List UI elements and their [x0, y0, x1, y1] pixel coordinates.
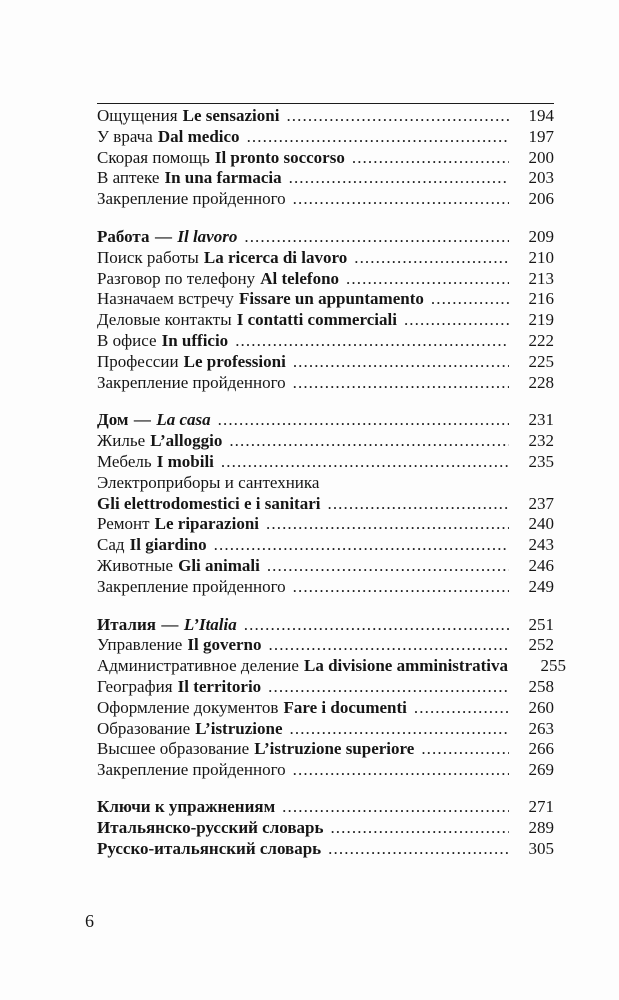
- header-rule: [97, 103, 554, 104]
- page-number-ref: 246: [528, 555, 554, 575]
- dot-leader: [269, 635, 510, 656]
- section-title-ru: Работа: [97, 226, 150, 246]
- toc-entry: [97, 473, 554, 494]
- section-title-it: L’Italia: [183, 614, 237, 634]
- page-number-ref: 213: [528, 268, 554, 288]
- page-number-ref: 243: [528, 535, 554, 555]
- page-number-ref: 235: [528, 451, 554, 471]
- page-number-ref: 252: [528, 635, 554, 655]
- entry-label-it: Gli animali: [178, 555, 260, 575]
- entry-label-ru: Ключи к упражнениям: [97, 796, 276, 816]
- dot-leader: [328, 839, 509, 860]
- entry-label-it: In ufficio: [161, 330, 229, 350]
- page-number-ref: 194: [528, 106, 554, 125]
- entry-label-ru: Административное деление: [97, 656, 299, 676]
- dot-leader: [352, 148, 509, 169]
- dash-separator: —: [161, 614, 179, 634]
- entry-label-ru: Закрепление пройденного: [97, 576, 286, 596]
- dot-leader: [346, 269, 509, 290]
- dot-leader: [290, 719, 510, 740]
- entry-label-it: Il pronto soccorso: [214, 147, 345, 167]
- page-number: 6: [85, 911, 94, 931]
- section-title-it: La casa: [156, 410, 211, 430]
- toc-entry: [97, 373, 554, 394]
- entry-label-it: I contatti commerciali: [236, 310, 397, 330]
- page-number-ref: 200: [528, 147, 554, 167]
- entry-label-it: Gli elettrodomestici e i sanitari: [97, 493, 321, 513]
- toc-entry: [97, 310, 554, 331]
- dot-leader: [414, 698, 509, 719]
- entry-label-ru: Разговор по телефону: [97, 268, 256, 288]
- toc-entry: [97, 698, 554, 719]
- page-number-ref: 206: [528, 189, 554, 209]
- entry-label-it: La ricerca di lavoro: [203, 247, 348, 267]
- entry-label-ru: Закрепление пройденного: [97, 760, 286, 780]
- toc-entry: [97, 452, 554, 473]
- entry-label-ru: Управление: [97, 635, 183, 655]
- dot-leader: [431, 289, 509, 310]
- dot-leader: [268, 677, 509, 698]
- page-number-ref: 237: [528, 493, 554, 513]
- page-number-ref: 260: [528, 697, 554, 717]
- entry-label-it: La divisione amministrativa: [303, 656, 508, 676]
- entry-label-ru: Электроприборы и сантехника: [97, 472, 320, 492]
- dot-leader: [235, 331, 509, 352]
- entry-label-it: Fare i documenti: [283, 697, 407, 717]
- entry-label-ru: У врача: [97, 126, 153, 146]
- entry-label-it: Le professioni: [183, 351, 286, 371]
- toc-section-header: [97, 410, 554, 431]
- page-number-ref: 222: [528, 330, 554, 350]
- entry-label-ru: Итальянско-русский словарь: [97, 817, 324, 837]
- toc-entry: [97, 719, 554, 740]
- dot-leader: [293, 352, 509, 373]
- dot-leader: [282, 797, 509, 818]
- toc-entry: [97, 514, 554, 535]
- page-number-ref: 249: [528, 576, 554, 596]
- entry-label-ru: Русско-итальянский словарь: [97, 838, 322, 858]
- toc-section: [97, 227, 554, 393]
- entry-label-it: In una farmacia: [164, 168, 282, 188]
- page-number-ref: 255: [540, 656, 566, 676]
- dot-leader: [286, 106, 509, 127]
- page-number-ref: 228: [528, 372, 554, 392]
- toc-entry: [97, 739, 554, 760]
- entry-label-ru: Высшее образование: [97, 739, 250, 759]
- dot-leader: [229, 431, 509, 452]
- entry-label-it: Al telefono: [260, 268, 340, 288]
- entry-label-ru: Сад: [97, 535, 125, 555]
- toc-entry: [97, 331, 554, 352]
- table-of-contents: [97, 106, 566, 859]
- dot-leader: [218, 410, 509, 431]
- page-number-ref: 216: [528, 289, 554, 309]
- toc-entry: [97, 656, 566, 677]
- entry-label-ru: Деловые контакты: [97, 310, 232, 330]
- dot-leader: [214, 535, 509, 556]
- dot-leader: [247, 127, 509, 148]
- dot-leader: [244, 227, 509, 248]
- dot-leader: [289, 168, 509, 189]
- entry-label-it: Le riparazioni: [154, 514, 260, 534]
- page-number-ref: 258: [528, 676, 554, 696]
- toc-entry: [97, 352, 554, 373]
- page-number-ref: 271: [528, 796, 554, 816]
- entry-label-ru: В аптеке: [97, 168, 160, 188]
- toc-entry: [97, 556, 554, 577]
- entry-label-it: Dal medico: [157, 126, 240, 146]
- toc-entry: [97, 535, 554, 556]
- dot-leader: [327, 494, 509, 515]
- dot-leader: [221, 452, 509, 473]
- toc-entry: [97, 635, 554, 656]
- toc-entry: [97, 127, 554, 148]
- page-number-ref: 225: [528, 351, 554, 371]
- entry-label-ru: Мебель: [97, 451, 152, 471]
- page-number-ref: 219: [528, 310, 554, 330]
- toc-entry: [97, 818, 554, 839]
- entry-label-it: Le sensazioni: [182, 106, 280, 125]
- entry-label-ru: Образование: [97, 718, 191, 738]
- entry-label-ru: Скорая помощь: [97, 147, 210, 167]
- entry-label-ru: Ремонт: [97, 514, 150, 534]
- page-number-ref: 263: [528, 718, 554, 738]
- toc-entry: [97, 797, 554, 818]
- entry-label-ru: Закрепление пройденного: [97, 189, 286, 209]
- toc-entry: [97, 189, 554, 210]
- dot-leader: [330, 818, 509, 839]
- page-number-ref: 209: [528, 226, 554, 246]
- dot-leader: [404, 310, 509, 331]
- page-number-ref: 305: [528, 838, 554, 858]
- dot-leader: [293, 373, 509, 394]
- section-title-ru: Дом: [97, 410, 129, 430]
- page-number-ref: 232: [528, 431, 554, 451]
- entry-label-ru: Животные: [97, 555, 174, 575]
- entry-label-ru: Поиск работы: [97, 247, 199, 267]
- toc-section-header: [97, 227, 554, 248]
- dot-leader: [293, 577, 509, 598]
- page-number-ref: 269: [528, 760, 554, 780]
- entry-label-ru: Оформление документов: [97, 697, 279, 717]
- entry-label-ru: В офисе: [97, 330, 157, 350]
- page-number-ref: 251: [528, 614, 554, 634]
- entry-label-ru: Назначаем встречу: [97, 289, 234, 309]
- entry-label-it: Fissare un appuntamento: [239, 289, 424, 309]
- entry-label-it: L’istruzione superiore: [254, 739, 415, 759]
- toc-entry: [97, 106, 554, 127]
- section-title-it: Il lavoro: [177, 226, 238, 246]
- toc-section: [97, 410, 554, 597]
- page-number-ref: 231: [528, 410, 554, 430]
- page-number-ref: 240: [528, 514, 554, 534]
- page-number-ref: 210: [528, 247, 554, 267]
- toc-entry: [97, 760, 554, 781]
- dot-leader: [421, 739, 509, 760]
- toc-entry: [97, 577, 554, 598]
- dot-leader: [244, 615, 509, 636]
- toc-entry: [97, 677, 554, 698]
- dash-separator: —: [154, 226, 172, 246]
- dot-leader: [266, 514, 509, 535]
- page-number-ref: 203: [528, 168, 554, 188]
- entry-label-ru: География: [97, 676, 173, 696]
- dot-leader: [267, 556, 509, 577]
- toc-section: [97, 614, 566, 781]
- entry-label-it: Il governo: [187, 635, 262, 655]
- toc-entry: [97, 839, 554, 860]
- entry-label-it: L’alloggio: [150, 431, 223, 451]
- dash-separator: —: [133, 410, 151, 430]
- toc-section: [97, 797, 554, 859]
- toc-section-header: [97, 615, 554, 636]
- toc-entry: [97, 289, 554, 310]
- page-number-ref: 197: [528, 126, 554, 146]
- entry-label-ru: Профессии: [97, 351, 179, 371]
- dot-leader: [354, 248, 509, 269]
- page-number-ref: 266: [528, 739, 554, 759]
- entry-label-ru: Жилье: [97, 431, 146, 451]
- section-title-ru: Италия: [97, 614, 156, 634]
- toc-section: [97, 106, 554, 210]
- entry-label-ru: Закрепление пройденного: [97, 372, 286, 392]
- toc-entry: [97, 248, 554, 269]
- toc-entry: [97, 168, 554, 189]
- toc-entry: [97, 494, 554, 515]
- toc-entry: [97, 431, 554, 452]
- page-number-ref: 289: [528, 817, 554, 837]
- entry-label-it: Il giardino: [129, 535, 207, 555]
- dot-leader: [293, 189, 509, 210]
- entry-label-ru: Ощущения: [97, 106, 178, 125]
- entry-label-it: L’istruzione: [195, 718, 283, 738]
- entry-label-it: I mobili: [156, 451, 214, 471]
- toc-entry: [97, 269, 554, 290]
- dot-leader: [293, 760, 509, 781]
- toc-entry: [97, 148, 554, 169]
- entry-label-it: Il territorio: [177, 676, 262, 696]
